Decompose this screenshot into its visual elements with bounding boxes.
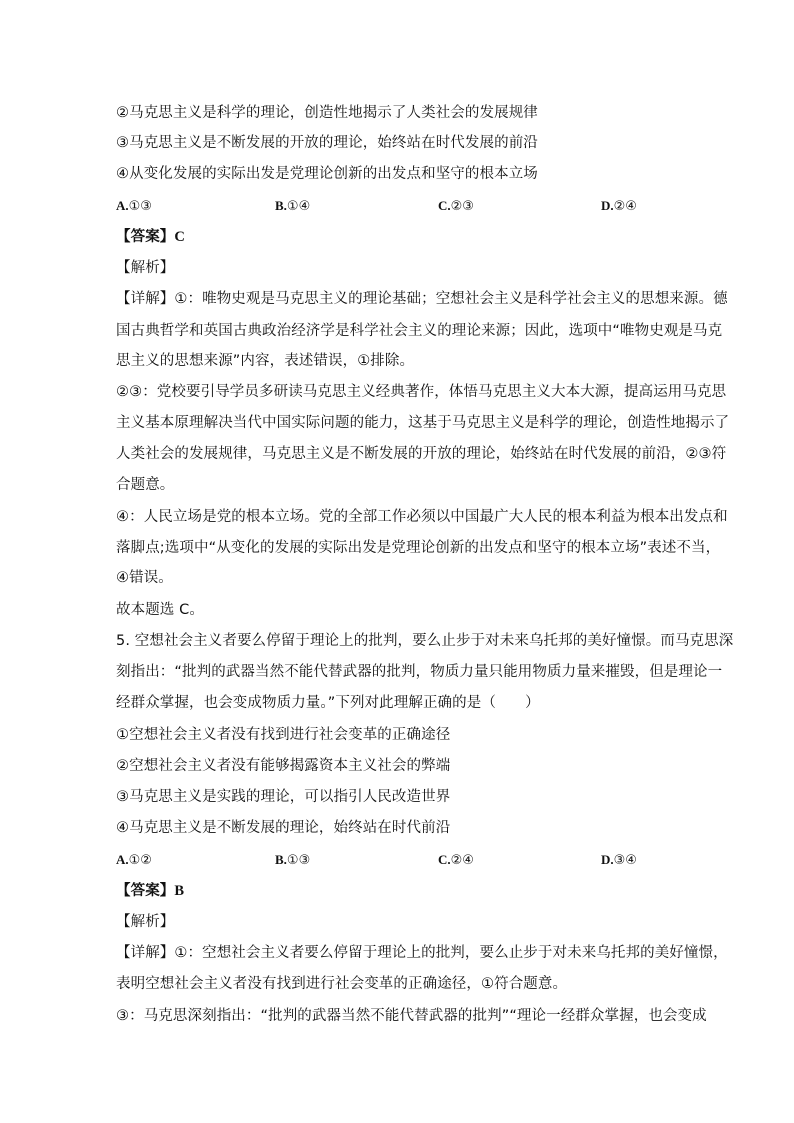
option-text: ②③ (450, 199, 474, 214)
q5-analysis-heading: 【解析】 (116, 914, 175, 930)
q4-detail-line: 落脚点;选项中“从变化的发展的实际出发是党理论创新的出发点和坚守的根本立场”表述不当， (116, 540, 721, 556)
q5-option-b (275, 849, 310, 872)
q5-option-c (438, 849, 474, 872)
q5-option-a (116, 849, 152, 872)
q4-detail-line: 合题意。 (116, 477, 175, 493)
statement-4: ④从变化发展的实际出发是党理论创新的出发点和坚守的根本立场 (116, 166, 538, 182)
q4-answer (116, 226, 706, 248)
option-text: ①③ (128, 199, 152, 214)
q4-detail-line (116, 288, 728, 310)
option-letter: C. (438, 852, 451, 867)
detail-text: ①：空想社会主义者要么停留于理论上的批判，要么止步于对未来乌托邦的美好憧憬， (174, 945, 728, 961)
answer-value: C (174, 229, 185, 245)
q5-answer (116, 880, 706, 902)
q5-statement-4: ④马克思主义是不断发展的理论，始终站在时代前沿 (116, 820, 451, 836)
answer-tag: 【答案】 (116, 883, 175, 899)
q4-detail-line: 思主义的思想来源”内容，表述错误，①排除。 (116, 353, 415, 369)
detail-tag: 【详解】 (116, 945, 175, 961)
q4-detail-line: ④错误。 (116, 570, 173, 586)
statement-3: ③马克思主义是不断发展的开放的理论，始终站在时代发展的前沿 (116, 135, 538, 151)
q4-detail-line: ②③：党校要引导学员多研读马克思主义经典著作，体悟马克思主义大本大源，提高运用马克思 (116, 384, 727, 400)
detail-tag: 【详解】 (116, 291, 175, 307)
answer-tag: 【答案】 (116, 229, 175, 245)
q4-option-a (116, 195, 152, 218)
q4-analysis-heading: 【解析】 (116, 260, 175, 276)
option-letter: A. (116, 852, 129, 867)
option-letter: D. (601, 198, 614, 213)
q5-detail-line: 表明空想社会主义者没有找到进行社会变革的正确途径，①符合题意。 (116, 976, 568, 992)
q5-option-d (601, 849, 637, 872)
q4-detail-line: 主义基本原理解决当代中国实际问题的能力，这基于马克思主义是科学的理论，创造性地揭示了 (116, 415, 730, 431)
option-text: ①② (128, 853, 152, 868)
q4-option-b (275, 195, 310, 218)
q5-statement-1: ①空想社会主义者没有找到进行社会变革的正确途径 (116, 727, 451, 743)
q5-stem-line: 刻指出：“批判的武器当然不能代替武器的批判，物质力量只能用物质力量来摧毁，但是理论一 (116, 664, 723, 680)
q4-detail-line: ④：人民立场是党的根本立场。党的全部工作必须以中国最广大人民的根本利益为根本出发点和 (116, 509, 728, 525)
statement-2: ②马克思主义是科学的理论，创造性地揭示了人类社会的发展规律 (116, 105, 538, 121)
option-letter: C. (438, 198, 451, 213)
option-letter: B. (275, 198, 287, 213)
q5-stem-line: 5. 空想社会主义者要么停留于理论上的批判，要么止步于对未来乌托邦的美好憧憬。而马克思深 (116, 633, 734, 649)
q4-option-d (601, 195, 637, 218)
q4-detail-line: 人类社会的发展规律，马克思主义是不断发展的开放的理论，始终站在时代发展的前沿，②③符 (116, 446, 727, 462)
option-text: ③④ (613, 853, 637, 868)
option-text: ①④ (286, 199, 311, 214)
option-letter: B. (275, 852, 287, 867)
option-text: ②④ (613, 199, 637, 214)
option-text: ①③ (286, 853, 311, 868)
q4-conclusion: 故本题选 C。 (116, 602, 204, 618)
q5-stem-line: 经群众掌握，也会变成物质力量。”下列对此理解正确的是（ ） (116, 695, 540, 711)
q5-detail-line: ③：马克思深刻指出：“批判的武器当然不能代替武器的批判”“理论一经群众掌握，也会变成 (116, 1008, 707, 1024)
q5-statement-2: ②空想社会主义者没有能够揭露资本主义社会的弊端 (116, 758, 451, 774)
answer-value: B (174, 883, 185, 899)
detail-text: ①：唯物史观是马克思主义的理论基础；空想社会主义是科学社会主义的思想来源。德 (174, 291, 728, 307)
q4-option-c (438, 195, 474, 218)
q4-detail-line: 国古典哲学和英国古典政治经济学是科学社会主义的理论来源；因此，选项中“唯物史观是马克 (116, 323, 723, 339)
option-text: ②④ (450, 853, 474, 868)
option-letter: D. (601, 852, 614, 867)
q5-statement-3: ③马克思主义是实践的理论，可以指引人民改造世界 (116, 789, 451, 805)
option-letter: A. (116, 198, 129, 213)
q5-detail-line (116, 942, 728, 964)
